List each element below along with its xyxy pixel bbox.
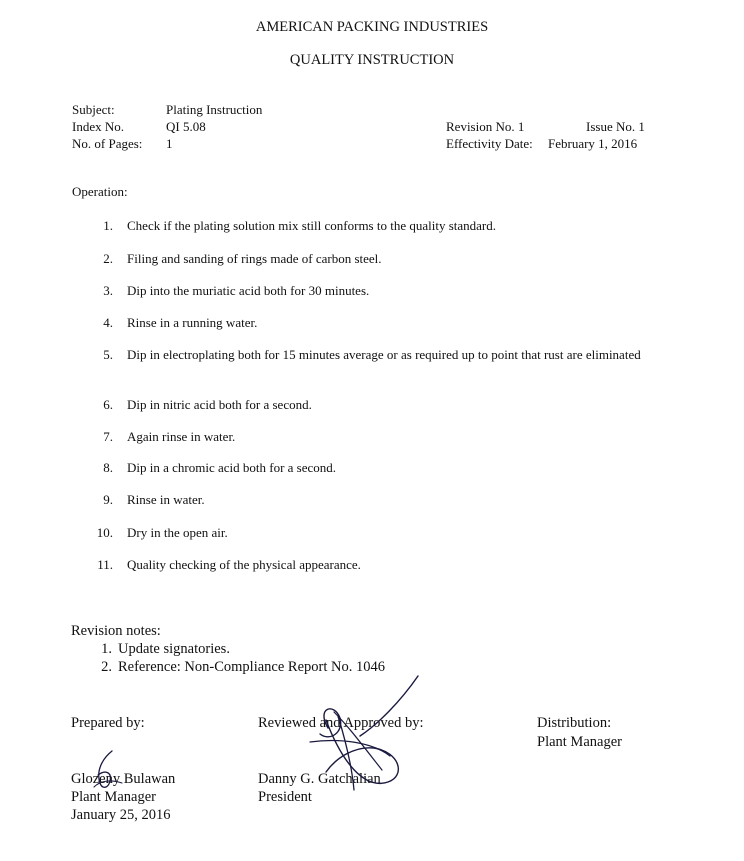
step-number: 8.: [103, 460, 113, 475]
step-text: Dry in the open air.: [127, 525, 228, 540]
step-text: Check if the plating solution mix still conforms to the quality standard.: [127, 218, 497, 233]
prepared-signature-icon: [80, 745, 140, 795]
issue-number: Issue No. 1: [586, 119, 645, 134]
step-text: Rinse in water.: [127, 492, 205, 507]
document-type: QUALITY INSTRUCTION: [289, 52, 455, 68]
step-number: 1.: [103, 218, 113, 233]
operation-label: Operation:: [72, 184, 128, 199]
index-value: QI 5.08: [166, 119, 206, 134]
pages-value: 1: [166, 136, 173, 151]
step-number: 9.: [103, 492, 113, 507]
step-number: 4.: [103, 315, 113, 330]
step-number: 10.: [96, 525, 113, 540]
reviewed-by-name: Danny G. Gatchalian: [258, 771, 381, 787]
step-text: Dip in a chromic acid both for a second.: [127, 460, 337, 475]
note-number: 2.: [101, 659, 112, 675]
step-text: Dip in nitric acid both for a second.: [127, 397, 312, 412]
step-text: Rinse in a running water.: [127, 315, 258, 330]
step-text: Filing and sanding of rings made of carbon steel.: [127, 251, 382, 266]
step-number: 3.: [103, 283, 113, 298]
step-number: 6.: [103, 397, 113, 412]
step-number: 2.: [103, 251, 113, 266]
step-text: Again rinse in water.: [127, 429, 236, 444]
note-text: Reference: Non-Compliance Report No. 1046: [118, 659, 385, 675]
prepared-by-name: Glozeny Bulawan: [71, 771, 176, 787]
effectivity-date: February 1, 2016: [548, 136, 638, 151]
index-label: Index No.: [72, 119, 124, 134]
distribution-label: Distribution:: [537, 715, 612, 731]
subject-label: Subject:: [72, 102, 115, 117]
company-name: AMERICAN PACKING INDUSTRIES: [255, 19, 489, 35]
subject-value: Plating Instruction: [166, 102, 263, 117]
reviewer-signature-icon: [290, 672, 430, 802]
step-text: Dip in electroplating both for 15 minutes average or as required up to point that rust are eliminated: [127, 347, 641, 362]
reviewed-by-label: Reviewed and Approved by:: [258, 715, 424, 731]
step-number: 11.: [97, 557, 113, 572]
distribution-value: Plant Manager: [537, 734, 622, 750]
step-text: Dip into the muriatic acid both for 30 minutes.: [127, 283, 370, 298]
pages-label: No. of Pages:: [72, 136, 143, 151]
step-number: 5.: [103, 347, 113, 362]
reviewed-by-title: President: [258, 789, 312, 805]
prepared-by-label: Prepared by:: [71, 715, 145, 731]
prepared-by-title: Plant Manager: [71, 789, 156, 805]
effectivity-label: Effectivity Date:: [446, 136, 533, 151]
revision-number: Revision No. 1: [446, 119, 525, 134]
note-number: 1.: [101, 641, 112, 657]
prepared-by-date: January 25, 2016: [71, 807, 171, 823]
step-number: 7.: [103, 429, 113, 444]
revision-notes-label: Revision notes:: [71, 623, 161, 639]
step-text: Quality checking of the physical appearance.: [127, 557, 361, 572]
note-text: Update signatories.: [118, 641, 230, 657]
